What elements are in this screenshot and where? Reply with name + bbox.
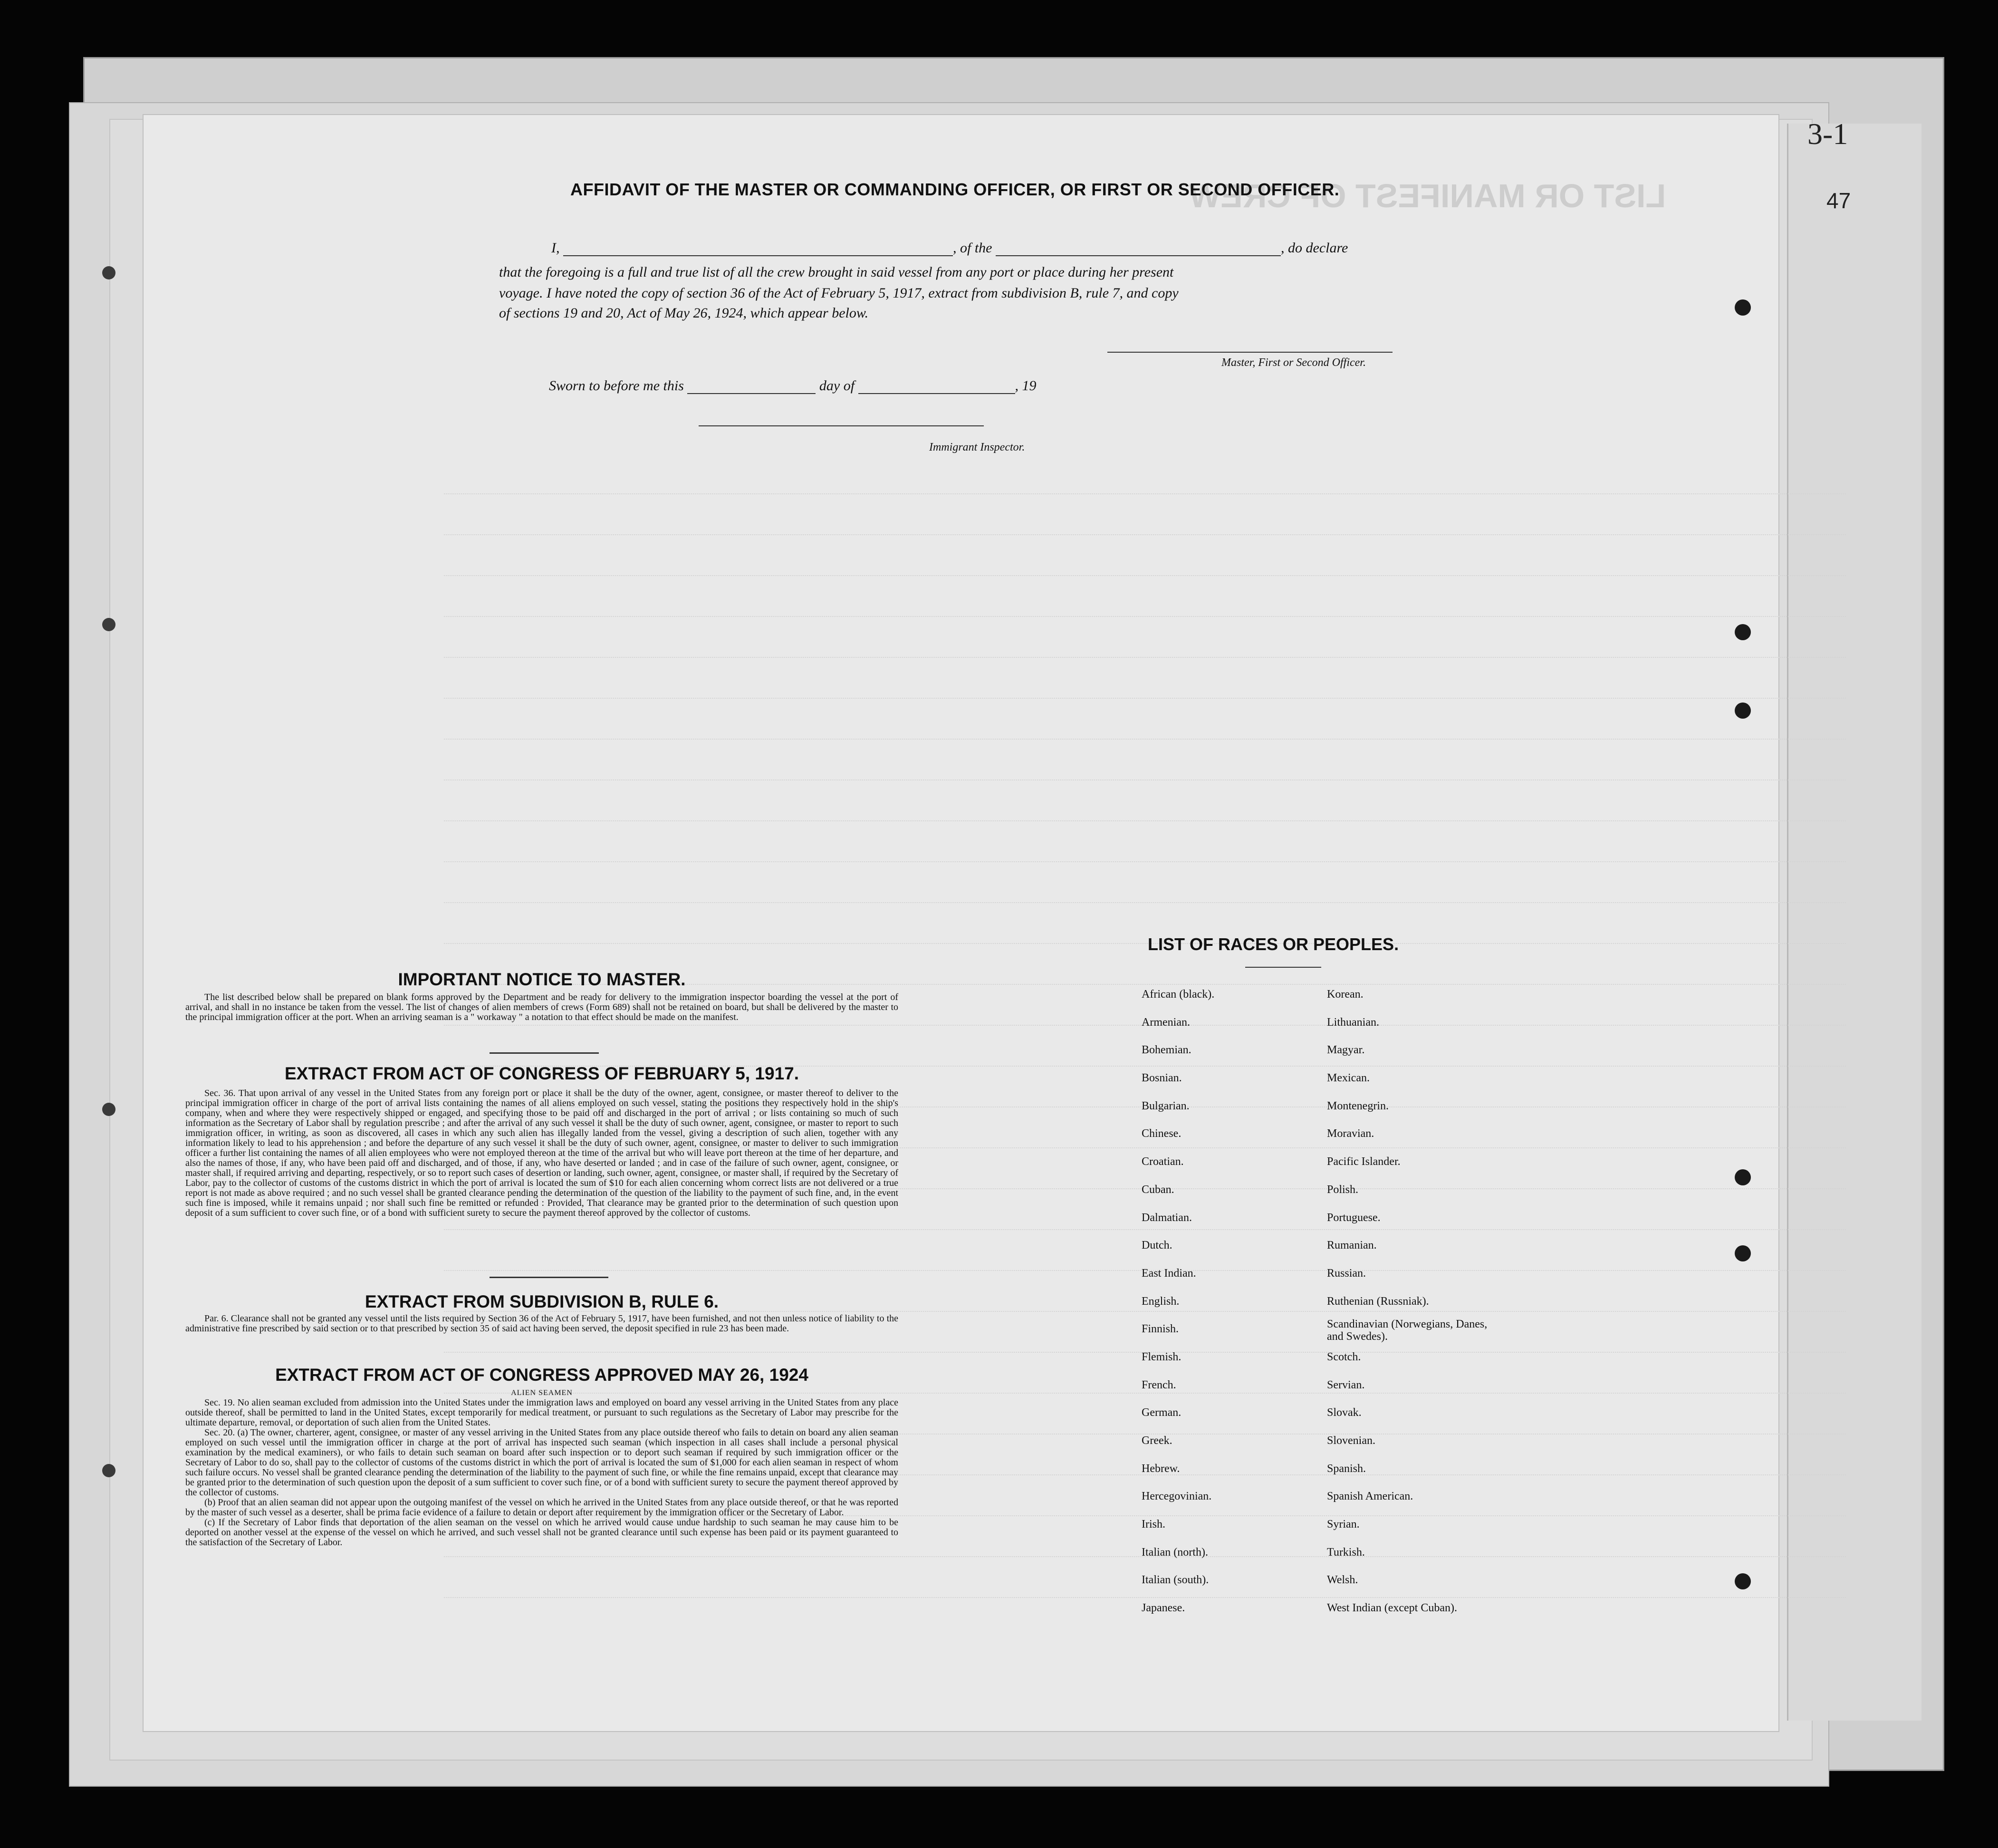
divider xyxy=(490,1052,599,1054)
show-through-row xyxy=(444,802,1846,821)
race-item: Finnish. xyxy=(1142,1323,1179,1336)
races-title: LIST OF RACES OR PEOPLES. xyxy=(1148,934,1399,954)
race-item: Portuguese. xyxy=(1327,1211,1381,1224)
show-through-row xyxy=(444,475,1846,494)
show-through-row xyxy=(444,843,1846,862)
binder-hole xyxy=(1735,1573,1751,1589)
affidavit-of-the: , of the xyxy=(953,240,992,256)
inspector-signature-label: Immigrant Inspector. xyxy=(929,441,1025,453)
corner-mark: 3-1 xyxy=(1807,117,1848,151)
extract-1924-sec19: Sec. 19. No alien seaman excluded from admission into the United States under the immigration laws and employed on board any vessel arriving in the United States from any place outside thereof, shall be permitted to land in the United States, except temporarily for medical treatment, or pursuant to such regulations as the Secretary of Labor may prescribe for the ultimate departure, removal, or deportation of such alien from the United States. xyxy=(185,1397,898,1428)
show-through-row xyxy=(444,761,1846,780)
show-through-text: LIST OR MANIFEST OF CREW xyxy=(1189,177,1666,214)
inspector-signature-line[interactable] xyxy=(699,425,984,426)
race-item: Turkish. xyxy=(1327,1546,1365,1559)
race-item: German. xyxy=(1142,1406,1182,1419)
race-item: Rumanian. xyxy=(1327,1239,1377,1252)
sworn-date-blank[interactable] xyxy=(687,379,816,394)
race-item: Slovenian. xyxy=(1327,1434,1375,1447)
affidavit-line-1 xyxy=(551,240,1445,256)
race-item: French. xyxy=(1142,1378,1176,1391)
races-left-column xyxy=(1142,981,1313,1622)
race-item: Slovak. xyxy=(1327,1406,1362,1419)
race-item: Lithuanian. xyxy=(1327,1016,1379,1029)
binder-hole xyxy=(102,1103,115,1116)
race-item: Irish. xyxy=(1142,1518,1165,1531)
extract-1917-title: EXTRACT FROM ACT OF CONGRESS OF FEBRUARY 5, 1917. xyxy=(284,1064,799,1083)
extract-1924-sec20a: Sec. 20. (a) The owner, charterer, agent, consignee, or master of any vessel arriving in the United States from any place outside thereof who fails to detain on board any alien seaman employed on such vessel until the immigration officer in charge at the port of arrival has inspected such seaman (which inspection in all cases shall include a personal physical examination by the medical examiners), or who fails to detain such seaman on board after such inspection or to deport such seaman if required by such immigration officer or the Secretary of Labor to do so, shall pay to the collector of customs of the customs district in which the port of arrival is located the sum of $1,000 for each alien seaman in respect of whom such failure occurs. No vessel shall be granted clearance pending the determination of the liability to the payment of such fine, or while the fine remains unpaid, except that clearance may be granted prior to the determination of such question upon the deposit of a sum sufficient to cover such fine, or of a bond with sufficient surety to secure the payment thereof approved by the collector of customs. xyxy=(185,1427,898,1498)
race-item: Flemish. xyxy=(1142,1350,1182,1363)
show-through-row xyxy=(444,639,1846,658)
important-notice-title: IMPORTANT NOTICE TO MASTER. xyxy=(398,970,686,989)
affidavit-i: I, xyxy=(551,240,560,256)
race-item: Russian. xyxy=(1327,1267,1366,1280)
affidavit-line-4: of sections 19 and 20, Act of May 26, 1924, which appear below. xyxy=(499,305,869,321)
extract-1924-sec20b: (b) Proof that an alien seaman did not appear upon the outgoing manifest of the vessel on which he arrived in the United States from any place outside thereof, or that he was reported by the master of such vessel as a deserter, shall be prima facie evidence of a failure to detain or deport after requirement by the immigration officer or the Secretary of Labor. xyxy=(185,1497,898,1518)
extract-rule6-title: EXTRACT FROM SUBDIVISION B, RULE 6. xyxy=(365,1292,719,1311)
binder-hole xyxy=(1735,703,1751,719)
show-through-row xyxy=(444,884,1846,903)
sworn-line xyxy=(549,378,1167,394)
race-item: Spanish. xyxy=(1327,1462,1366,1475)
affidavit-declare: , do declare xyxy=(1281,240,1348,256)
binder-hole xyxy=(102,1464,115,1477)
extract-rule6-text: Par. 6. Clearance shall not be granted any vessel until the lists required by Section 36 of the Act of February 5, 1917, have been furnished, and not then unless notice of liability to the administrative fine prescribed by said section or to that prescribed by section 35 of said act having been served, the deposit specified in rule 23 has been made. xyxy=(185,1313,898,1334)
show-through-row xyxy=(444,516,1846,535)
binder-hole xyxy=(1735,1169,1751,1185)
extract-1917-text: Sec. 36. That upon arrival of any vessel in the United States from any foreign port or place it shall be the duty of the owner, agent, consignee, or master thereof to deliver to the principal immigration officer in charge of the port of arrival lists containing the names of all aliens employed on such vessel, stating the positions they respectively hold in the ship's company, when and where they were respectively shipped or engaged, and specifying those to be paid off and discharged in the port of arrival ; or lists containing so much of such information as the Secretary of Labor shall by regulation prescribe ; and after the arrival of any such vessel it shall be the duty of such owner, agent, consignee, or master to report to such immigration officer, in writing, as soon as discovered, all cases in which any such alien has illegally landed from the vessel, giving a description of such alien, together with any information likely to lead to his apprehension ; and before the departure of any such vessel it shall be the duty of such owner, agent, consignee, or master to deliver to such immigration officer a further list containing the names of all alien employees who were not employed thereon at the time of the arrival but who will leave port thereon at the time of her departure, and also the names of those, if any, who have been paid off and discharged, and of those, if any, who have deserted or landed ; and in case of the failure of such owner, agent, consignee, or master shall, if required arriving and departing, respectively, or so to report such cases of desertion or landing, such owner, agent, consignee, or master shall, if required by the Secretary of Labor, pay to the collector of customs of the customs district in which the port of arrival is located the sum of $10 for each alien concerning whom correct lists are not delivered or a true report is not made as above required ; and no such vessel shall be granted clearance pending the determination of the question of the liability to the payment of such fine, and, in the event such fine is imposed, while it remains unpaid ; nor shall such fine be remitted or refunded : Provided, That clearance may be granted prior to the determination of such question upon deposit of a sum sufficient to cover such fine, or of a bond with sufficient surety to secure the payment thereof approved by the collector of customs. xyxy=(185,1088,898,1218)
race-item: Dalmatian. xyxy=(1142,1211,1192,1224)
race-item: Cuban. xyxy=(1142,1183,1174,1196)
name-blank[interactable] xyxy=(563,241,953,256)
divider xyxy=(1245,967,1321,968)
race-item: West Indian (except Cuban). xyxy=(1327,1602,1457,1615)
show-through-row xyxy=(444,557,1846,576)
race-item: Pacific Islander. xyxy=(1327,1155,1401,1168)
race-item: Hercegovinian. xyxy=(1142,1490,1212,1503)
race-item: Armenian. xyxy=(1142,1016,1190,1029)
race-item: Welsh. xyxy=(1327,1574,1358,1587)
race-item: Bosnian. xyxy=(1142,1072,1182,1085)
binder-hole xyxy=(1735,624,1751,640)
race-item: Mexican. xyxy=(1327,1072,1370,1085)
race-item: Hebrew. xyxy=(1142,1462,1180,1475)
divider xyxy=(490,1277,608,1278)
race-item: Syrian. xyxy=(1327,1518,1360,1531)
binder-hole xyxy=(1735,299,1751,316)
race-item: African (black). xyxy=(1142,988,1215,1001)
binder-hole xyxy=(1735,1245,1751,1261)
race-item: Chinese. xyxy=(1142,1127,1182,1140)
race-item: Polish. xyxy=(1327,1183,1359,1196)
sworn-day-of: day of xyxy=(819,378,855,394)
race-item: Scotch. xyxy=(1327,1350,1361,1363)
show-through-row xyxy=(444,598,1846,617)
extract-1924-subtitle: ALIEN SEAMEN xyxy=(511,1389,573,1397)
race-item: Italian (south). xyxy=(1142,1574,1209,1587)
sworn-prefix: Sworn to before me this xyxy=(549,378,684,394)
race-item: Dutch. xyxy=(1142,1239,1172,1252)
extract-1924-title: EXTRACT FROM ACT OF CONGRESS APPROVED MAY 26, 1924 xyxy=(275,1365,808,1385)
race-item: Italian (north). xyxy=(1142,1546,1208,1559)
race-item: Spanish American. xyxy=(1327,1490,1413,1503)
race-item: Servian. xyxy=(1327,1378,1365,1391)
race-item: Bohemian. xyxy=(1142,1044,1191,1057)
page-number: 47 xyxy=(1826,188,1851,213)
race-item: Ruthenian (Russniak). xyxy=(1327,1295,1429,1308)
extract-1924-sec20c: (c) If the Secretary of Labor finds that deportation of the alien seaman on the vessel on which he arrived would cause undue hardship to such seaman he may cause him to be deported on another vessel at the expense of the vessel on which he arrived, and such vessel shall not be granted clearance until such expense has been paid or its payment guaranteed to the satisfaction of the Secretary of Labor. xyxy=(185,1517,898,1548)
master-signature-line[interactable] xyxy=(1107,352,1393,353)
binder-hole xyxy=(102,618,115,631)
show-through-row xyxy=(444,680,1846,699)
vessel-blank[interactable] xyxy=(996,241,1281,256)
important-notice-text: The list described below shall be prepared on blank forms approved by the Department and be ready for delivery to the immigration inspector boarding the vessel at the port of arrival, and shall in no instance be taken from the vessel. The list of changes of alien members of crews (Form 689) shall not be retained on board, but shall be delivered by the master to the principal immigration officer at the port. When an arriving seaman is a " workaway " a notation to that effect should be made on the manifest. xyxy=(185,992,898,1022)
margin-strip xyxy=(1787,117,1921,1721)
show-through-row xyxy=(444,925,1846,944)
race-item: Greek. xyxy=(1142,1434,1172,1447)
race-item: Bulgarian. xyxy=(1142,1099,1190,1112)
affidavit-line-3: voyage. I have noted the copy of section 36 of the Act of February 5, 1917, extract from subdivision B, rule 7, and copy xyxy=(499,285,1179,301)
affidavit-title: AFFIDAVIT OF THE MASTER OR COMMANDING OFFICER, OR FIRST OR SECOND OFFICER. xyxy=(570,180,1340,199)
binder-hole xyxy=(102,266,115,279)
races-right-column xyxy=(1327,981,1527,1622)
sworn-month-blank[interactable] xyxy=(858,379,1015,394)
affidavit-line-2: that the foregoing is a full and true list of all the crew brought in said vessel from any port or place during her present xyxy=(499,264,1174,280)
race-item: Moravian. xyxy=(1327,1127,1374,1140)
race-item: Magyar. xyxy=(1327,1044,1365,1057)
race-item: Croatian. xyxy=(1142,1155,1184,1168)
race-item: Japanese. xyxy=(1142,1602,1185,1615)
sworn-year: , 19 xyxy=(1015,378,1037,394)
race-item: Montenegrin. xyxy=(1327,1099,1389,1112)
race-item: Korean. xyxy=(1327,988,1364,1001)
show-through-row xyxy=(444,721,1846,740)
extract-1924-body xyxy=(185,1388,898,1548)
race-item: English. xyxy=(1142,1295,1180,1308)
race-item: Scandinavian (Norwegians, Danes, and Swedes). xyxy=(1327,1318,1488,1343)
race-item: East Indian. xyxy=(1142,1267,1196,1280)
master-signature-label: Master, First or Second Officer. xyxy=(1221,356,1366,369)
